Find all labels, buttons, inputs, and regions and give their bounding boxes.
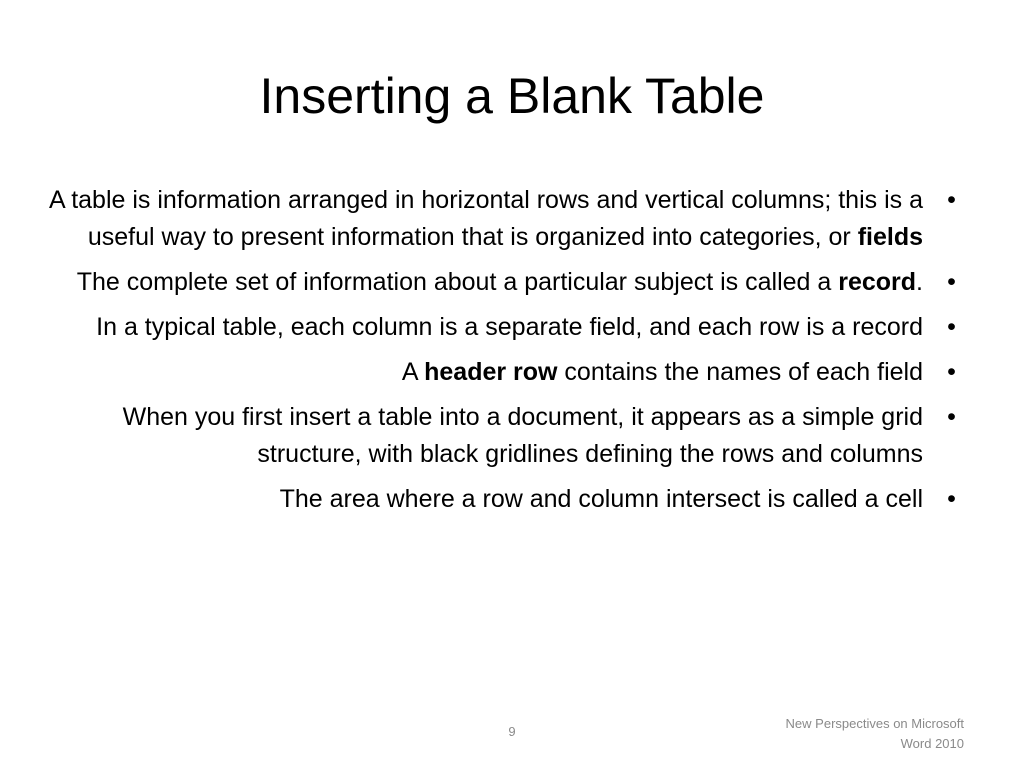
bold-term: fields	[857, 223, 923, 251]
text-run: A table is information arranged in horizontal rows and vertical columns; this is a useful way to present information that is organized into categories, or	[48, 186, 923, 251]
bullet-item	[40, 354, 980, 391]
bullet-text	[40, 309, 923, 346]
bullet-text	[40, 354, 923, 391]
bullet-icon: •	[947, 186, 956, 214]
bullet-item	[40, 309, 980, 346]
bullet-icon: •	[947, 403, 956, 431]
bold-term: header row	[424, 358, 558, 386]
page-number: 9	[508, 724, 516, 739]
text-run: When you first insert a table into a document, it appears as a simple grid structure, with black gridlines defining the rows and columns	[122, 403, 923, 468]
bullet-item	[40, 182, 980, 256]
bullet-item	[40, 481, 980, 518]
bold-term: record	[838, 268, 917, 296]
text-run: contains the names of each field	[557, 358, 923, 386]
text-run: The area where a row and column intersect is called a cell	[279, 485, 923, 513]
bullet-text	[40, 264, 923, 301]
bullet-list	[40, 182, 980, 526]
bullet-text	[40, 481, 923, 518]
text-run: The complete set of information about a particular subject is called a	[76, 268, 839, 296]
bullet-icon: •	[947, 485, 956, 513]
bullet-item	[40, 399, 980, 473]
bullet-icon: •	[947, 313, 956, 341]
bullet-text	[40, 182, 923, 256]
slide-title: Inserting a Blank Table	[259, 68, 765, 124]
footer-text	[704, 714, 964, 754]
bullet-icon: •	[947, 358, 956, 386]
bullet-item	[40, 264, 980, 301]
text-run: A	[401, 358, 425, 386]
footer-line-1: New Perspectives on Microsoft	[785, 716, 964, 731]
bullet-icon: •	[947, 268, 956, 296]
text-run: .	[916, 268, 923, 296]
footer-line-2: Word 2010	[900, 736, 964, 751]
bullet-text	[40, 399, 923, 473]
text-run: In a typical table, each column is a separate field, and each row is a record	[96, 313, 923, 341]
